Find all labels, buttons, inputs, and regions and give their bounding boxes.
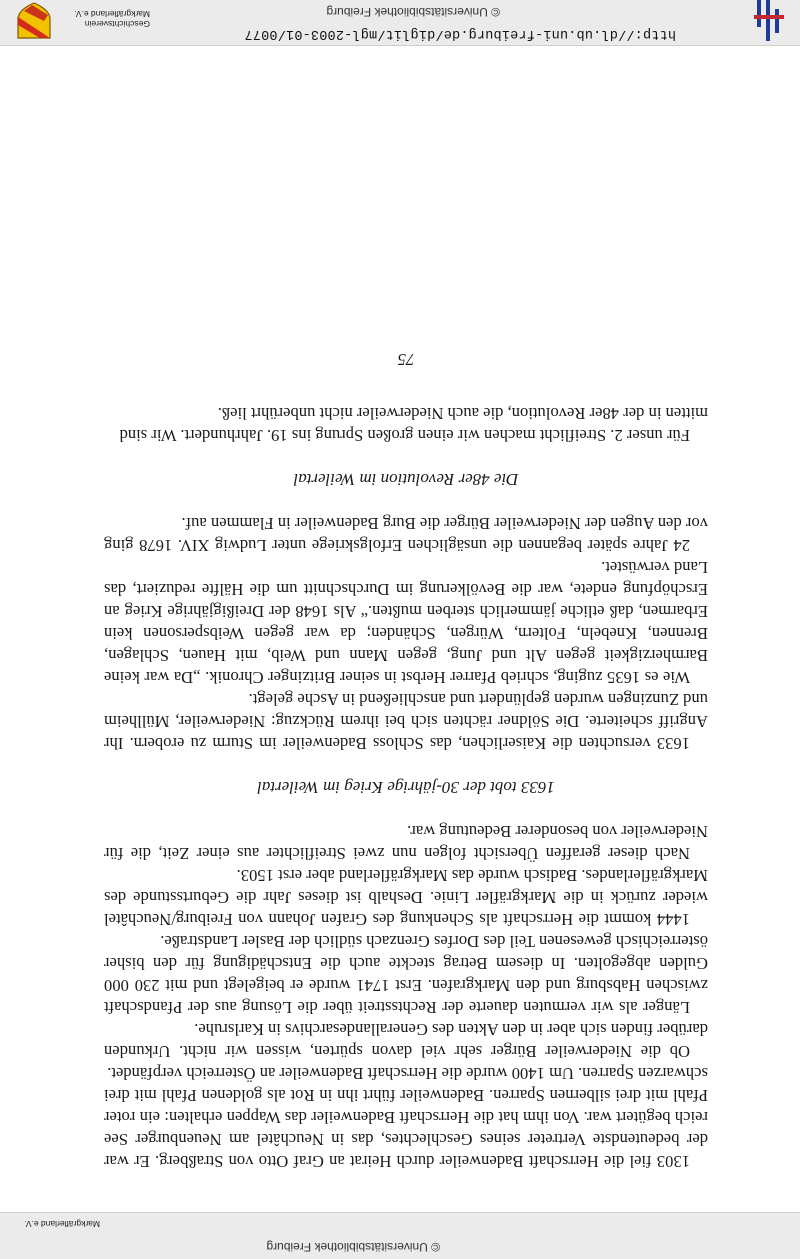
coat-of-arms-icon <box>18 5 54 41</box>
document-text <box>104 348 708 1172</box>
footer-holder-text: © Universitätsbibliothek Freiburg <box>266 1240 440 1254</box>
header-society-line-2: Markgräflerland e.V. <box>74 9 150 19</box>
header-url-link[interactable]: http://dl.ub.uni-freiburg.de/diglit/mgl-2003-01/0077 <box>244 26 676 41</box>
section-heading: 1633 tobt der 30-jährige Krieg im Weilertal <box>257 778 555 797</box>
body-paragraph: Für unser 2. Streiflicht machen wir einen großen Sprung ins 19. Jahrhundert. Wir sind mitten in der 48er Revolution, die auch Niederweiler nicht unberührt ließ. <box>119 404 708 445</box>
logo-bar-right <box>757 0 761 27</box>
header-holder-text: © Universitätsbibliothek Freiburg <box>326 5 500 19</box>
body-paragraph: Nach dieser geraffen Übersicht folgen nun zwei Streiflichter aus einer Zeit, die für Niederweiler von besonderer Bedeutung war. <box>104 822 708 863</box>
section-heading: Die 48er Revolution im Weilertal <box>293 470 519 489</box>
page-number: 75 <box>397 350 415 369</box>
logo-bar-red <box>754 15 784 19</box>
header-society-text <box>74 9 150 29</box>
footer-bar <box>0 1212 800 1259</box>
body-paragraph: 1303 fiel die Herrschaft Badenweiler durch Heirat an Graf Otto von Straßberg. Er war der bedeutendste Vertreter seines Geschlechtes, das in Neuchâtel am Neuenburger See reich begütert war. Von ihm hat die Herrschaft Badenweiler das Wappen erhalten: ein roter Pfahl mit drei silbernen Sparren. Badenweiler führt ihn in Rot als goldenen Pfahl mit drei schwarzen Sparren. Um 1400 wurde die Herrschaft Badenweiler an Österreich verpfändet. <box>104 1064 708 1171</box>
header-bar <box>0 0 800 46</box>
body-paragraph: Ob die Niederweiler Bürger sehr viel davon spürten, wissen wir nicht. Urkunden darüber finden sich aber in den Akten des Generallandesarchivs in Karlsruhe. <box>104 1020 708 1061</box>
logo-bar-left <box>775 9 779 33</box>
footer-society-line: Markgräflerland e.V. <box>24 1219 100 1229</box>
library-logo-icon[interactable] <box>748 0 788 41</box>
header-society-line-1: Geschichtsverein <box>84 19 150 29</box>
body-paragraph: 1633 versuchten die Kaiserlichen, das Schloss Badenweiler im Sturm zu erobern. Ihr Angriff scheiterte. Die Söldner rächten sich bei ihrem Rückzug: Niederweiler, Müllheim und Zunzingen wurden geplündert und anschließend in Asche gelegt. <box>104 690 708 753</box>
logo-bar-main <box>766 0 770 41</box>
body-paragraph: 24 Jahre später begannen die unsäglichen Erfolgskriege unter Ludwig XIV. 1678 ging vor den Augen der Niederweiler Bürger die Burg Badenweiler in Flammen auf. <box>104 514 708 555</box>
scanned-page <box>0 46 800 1212</box>
footer-society-text <box>24 1219 100 1229</box>
body-paragraph: 1444 kommt die Herrschaft als Schenkung des Grafen Johann von Freiburg/Neuchâtel wieder zurück in die Markgräfler Linie. Deshalb ist dieses Jahr die Geburtsstunde des Markgräflerlandes. Badisch wurde das Markgräflerland aber erst 1503. <box>104 866 708 929</box>
body-paragraph: Wie es 1635 zuging, schrieb Pfarrer Herbst in seiner Britzinger Chronik. „Da war keine Barmherzigkeit gegen Alt und Jung, gegen Mann und Weib, mit Hauen, Schlagen, Brennen, Knebeln, Foltern, Würgen, Schänden; da war gegen Weibspersonen kein Erbarmen, daß etliche jämmerlich sterben mußten.“ Als 1648 der Dreißigjährige Krieg an Erschöpfung endete, war die Bevölkerung im Durchschnitt um die Hälfte reduziert, das Land verwüstet. <box>104 558 708 687</box>
body-paragraph: Länger als wir vermuten dauerte der Rechtsstreit über die Lösung aus der Pfandschaft zwischen Habsburg und den Markgrafen. Erst 1741 wurde er beigelegt und mit 230 000 Gulden abgegolten. In diesem Betrag steckte auch die Entschädigung für den bisher österreichisch gewesenen Teil des Dorfes Grenzach südlich der Basler Landstraße. <box>104 932 708 1017</box>
